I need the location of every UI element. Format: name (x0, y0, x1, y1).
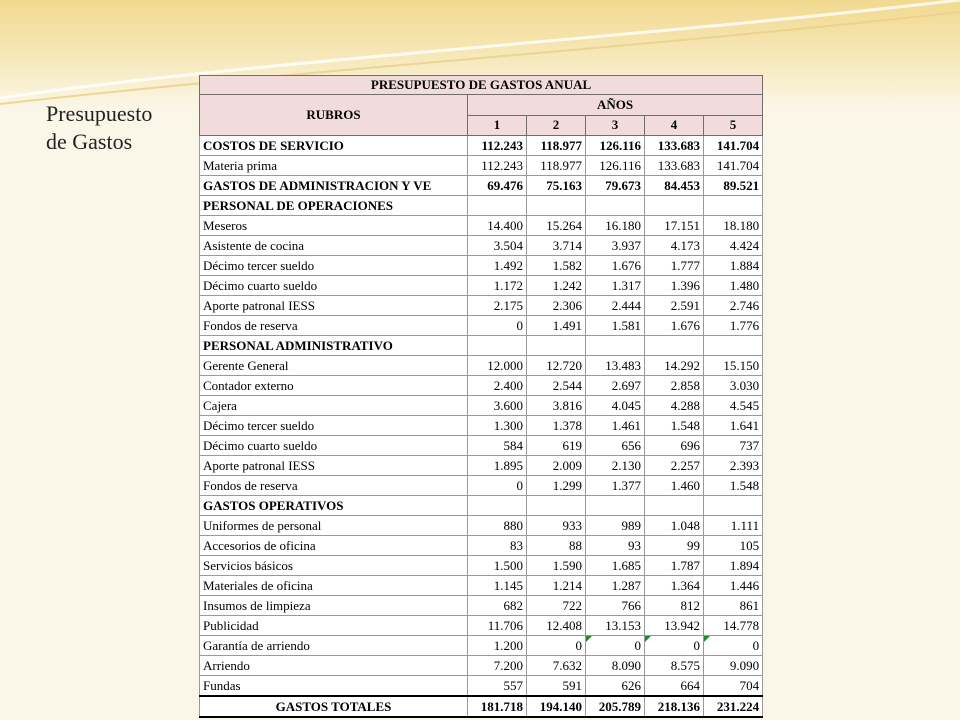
row-value-year-5: 89.521 (704, 176, 763, 196)
row-value-year-5: 141.704 (704, 136, 763, 156)
row-value-year-2: 0 (527, 636, 586, 656)
table-row (200, 196, 763, 216)
row-value-year-2: 7.632 (527, 656, 586, 676)
row-value-year-4: 1.048 (645, 516, 704, 536)
table-row (200, 376, 763, 396)
row-value-year-4: 2.591 (645, 296, 704, 316)
row-value-year-1: 112.243 (468, 156, 527, 176)
year-header-3: 3 (586, 115, 645, 136)
row-value-year-5: 2.746 (704, 296, 763, 316)
table-row (200, 176, 763, 196)
table-row (200, 256, 763, 276)
row-value-year-4: 664 (645, 676, 704, 697)
row-value-year-2: 1.299 (527, 476, 586, 496)
year-header-2: 2 (527, 115, 586, 136)
year-header-4: 4 (645, 115, 704, 136)
row-value-year-5: 4.545 (704, 396, 763, 416)
row-label: Fondos de reserva (200, 316, 468, 336)
row-value-year-4 (645, 336, 704, 356)
row-value-year-5: 1.111 (704, 516, 763, 536)
row-value-year-1: 2.175 (468, 296, 527, 316)
row-value-year-2: 1.590 (527, 556, 586, 576)
row-value-year-3 (586, 496, 645, 516)
row-value-year-4: 1.548 (645, 416, 704, 436)
table-row (200, 436, 763, 456)
table-row (200, 236, 763, 256)
table-row (200, 156, 763, 176)
row-value-year-4: 8.575 (645, 656, 704, 676)
row-value-year-1: 2.400 (468, 376, 527, 396)
row-value-year-1: 3.600 (468, 396, 527, 416)
row-value-year-1: 83 (468, 536, 527, 556)
table-row (200, 216, 763, 236)
row-value-year-3: 0 (586, 636, 645, 656)
row-value-year-3: 13.483 (586, 356, 645, 376)
row-label: Décimo cuarto sueldo (200, 436, 468, 456)
cell-warning-flag-icon (645, 636, 651, 642)
cell-warning-flag-icon (586, 636, 592, 642)
row-value-year-3: 13.153 (586, 616, 645, 636)
row-value-year-1: 1.145 (468, 576, 527, 596)
row-value-year-2: 722 (527, 596, 586, 616)
table-row (200, 396, 763, 416)
row-value-year-1: 69.476 (468, 176, 527, 196)
row-value-year-5: 737 (704, 436, 763, 456)
row-value-year-4: 13.942 (645, 616, 704, 636)
row-value-year-1: 1.500 (468, 556, 527, 576)
row-value-year-4: 812 (645, 596, 704, 616)
row-value-year-3: 989 (586, 516, 645, 536)
row-value-year-5: 1.641 (704, 416, 763, 436)
row-value-year-3: 626 (586, 676, 645, 697)
row-value-year-1: 14.400 (468, 216, 527, 236)
row-value-year-5: 1.776 (704, 316, 763, 336)
row-value-year-2: 118.977 (527, 136, 586, 156)
total-value-year-1: 181.718 (468, 696, 527, 717)
row-value-year-4: 1.364 (645, 576, 704, 596)
table-title-row (200, 76, 763, 95)
year-header-1: 1 (468, 115, 527, 136)
row-value-year-3: 1.581 (586, 316, 645, 336)
table-row (200, 336, 763, 356)
table-row (200, 296, 763, 316)
row-label: GASTOS OPERATIVOS (200, 496, 468, 516)
slide-title-line-1: Presupuesto (46, 101, 153, 126)
row-label: Contador externo (200, 376, 468, 396)
row-label: PERSONAL DE OPERACIONES (200, 196, 468, 216)
table-row (200, 556, 763, 576)
row-value-year-4: 1.787 (645, 556, 704, 576)
table-title: PRESUPUESTO DE GASTOS ANUAL (200, 76, 763, 95)
row-value-year-3: 1.461 (586, 416, 645, 436)
cell-warning-flag-icon (704, 636, 710, 642)
row-value-year-3: 1.685 (586, 556, 645, 576)
row-value-year-2: 619 (527, 436, 586, 456)
total-row (200, 696, 763, 717)
row-value-year-4: 133.683 (645, 156, 704, 176)
row-value-year-5: 14.778 (704, 616, 763, 636)
rubros-header: RUBROS (200, 95, 468, 136)
row-value-year-4: 17.151 (645, 216, 704, 236)
row-value-year-4: 1.396 (645, 276, 704, 296)
row-value-year-5: 704 (704, 676, 763, 697)
table-row (200, 596, 763, 616)
row-value-year-1: 1.172 (468, 276, 527, 296)
budget-table (199, 75, 763, 718)
row-value-year-5: 105 (704, 536, 763, 556)
table-row (200, 476, 763, 496)
row-value-year-5: 3.030 (704, 376, 763, 396)
row-label: Materia prima (200, 156, 468, 176)
row-value-year-1: 11.706 (468, 616, 527, 636)
row-label: Gerente General (200, 356, 468, 376)
row-value-year-2: 88 (527, 536, 586, 556)
row-value-year-5 (704, 336, 763, 356)
row-label: COSTOS DE SERVICIO (200, 136, 468, 156)
total-value-year-2: 194.140 (527, 696, 586, 717)
row-label: Décimo cuarto sueldo (200, 276, 468, 296)
row-value-year-1 (468, 496, 527, 516)
table-row (200, 316, 763, 336)
row-value-year-3 (586, 196, 645, 216)
table-row (200, 516, 763, 536)
slide-title-line-2: de Gastos (46, 129, 133, 154)
row-value-year-1: 557 (468, 676, 527, 697)
row-value-year-1: 3.504 (468, 236, 527, 256)
table-row (200, 356, 763, 376)
row-value-year-4: 4.173 (645, 236, 704, 256)
row-value-year-2: 2.009 (527, 456, 586, 476)
row-value-year-4: 1.676 (645, 316, 704, 336)
row-value-year-3: 656 (586, 436, 645, 456)
row-value-year-1: 1.300 (468, 416, 527, 436)
row-value-year-3: 766 (586, 596, 645, 616)
row-label: Insumos de limpieza (200, 596, 468, 616)
row-value-year-4 (645, 496, 704, 516)
row-value-year-5: 1.884 (704, 256, 763, 276)
row-value-year-5: 0 (704, 636, 763, 656)
row-value-year-2: 12.720 (527, 356, 586, 376)
row-value-year-1 (468, 336, 527, 356)
row-value-year-4: 0 (645, 636, 704, 656)
row-value-year-2: 75.163 (527, 176, 586, 196)
row-value-year-1: 0 (468, 316, 527, 336)
row-value-year-2 (527, 496, 586, 516)
table-header-row (200, 95, 763, 116)
table-row (200, 276, 763, 296)
table-row (200, 136, 763, 156)
table-row (200, 576, 763, 596)
row-value-year-2: 1.491 (527, 316, 586, 336)
row-value-year-5: 1.446 (704, 576, 763, 596)
total-value-year-4: 218.136 (645, 696, 704, 717)
row-label: Fondos de reserva (200, 476, 468, 496)
row-value-year-4: 1.460 (645, 476, 704, 496)
row-value-year-5: 15.150 (704, 356, 763, 376)
row-label: Arriendo (200, 656, 468, 676)
row-value-year-2: 1.378 (527, 416, 586, 436)
slide-title (46, 100, 196, 156)
row-value-year-2: 118.977 (527, 156, 586, 176)
row-value-year-1: 12.000 (468, 356, 527, 376)
row-value-year-2: 1.214 (527, 576, 586, 596)
row-value-year-4: 1.777 (645, 256, 704, 276)
row-value-year-3: 1.317 (586, 276, 645, 296)
row-label: Aporte patronal IESS (200, 456, 468, 476)
row-value-year-4: 133.683 (645, 136, 704, 156)
row-value-year-2: 2.306 (527, 296, 586, 316)
row-value-year-2: 3.714 (527, 236, 586, 256)
row-value-year-4: 14.292 (645, 356, 704, 376)
row-label: Meseros (200, 216, 468, 236)
row-value-year-5: 2.393 (704, 456, 763, 476)
row-value-year-3 (586, 336, 645, 356)
row-value-year-1: 880 (468, 516, 527, 536)
row-value-year-5: 1.894 (704, 556, 763, 576)
total-value-year-5: 231.224 (704, 696, 763, 717)
row-value-year-1: 584 (468, 436, 527, 456)
row-value-year-3: 2.130 (586, 456, 645, 476)
row-value-year-1: 1.200 (468, 636, 527, 656)
row-value-year-3: 1.377 (586, 476, 645, 496)
table-row (200, 656, 763, 676)
table-body (200, 136, 763, 718)
table-row (200, 636, 763, 656)
row-label: Garantía de arriendo (200, 636, 468, 656)
table-row (200, 616, 763, 636)
row-value-year-3: 8.090 (586, 656, 645, 676)
table-row (200, 536, 763, 556)
row-value-year-2: 12.408 (527, 616, 586, 636)
table-row (200, 456, 763, 476)
row-value-year-1: 0 (468, 476, 527, 496)
row-value-year-1: 112.243 (468, 136, 527, 156)
row-value-year-2 (527, 196, 586, 216)
row-label: GASTOS DE ADMINISTRACION Y VE (200, 176, 468, 196)
row-value-year-3: 2.697 (586, 376, 645, 396)
row-value-year-5: 4.424 (704, 236, 763, 256)
row-label: Décimo tercer sueldo (200, 256, 468, 276)
budget-sheet (199, 75, 763, 718)
row-value-year-5: 9.090 (704, 656, 763, 676)
row-value-year-3: 126.116 (586, 136, 645, 156)
row-value-year-5 (704, 196, 763, 216)
row-value-year-3: 1.676 (586, 256, 645, 276)
row-value-year-2: 15.264 (527, 216, 586, 236)
year-header-5: 5 (704, 115, 763, 136)
row-value-year-4: 84.453 (645, 176, 704, 196)
row-label: Materiales de oficina (200, 576, 468, 596)
row-value-year-1: 682 (468, 596, 527, 616)
row-value-year-2: 933 (527, 516, 586, 536)
row-value-year-2: 2.544 (527, 376, 586, 396)
row-value-year-2: 1.582 (527, 256, 586, 276)
row-value-year-5 (704, 496, 763, 516)
row-value-year-2: 1.242 (527, 276, 586, 296)
row-value-year-3: 126.116 (586, 156, 645, 176)
row-label: Uniformes de personal (200, 516, 468, 536)
row-value-year-1: 1.492 (468, 256, 527, 276)
row-value-year-5: 141.704 (704, 156, 763, 176)
row-label: Cajera (200, 396, 468, 416)
row-value-year-4: 696 (645, 436, 704, 456)
row-value-year-3: 1.287 (586, 576, 645, 596)
row-value-year-2: 3.816 (527, 396, 586, 416)
row-value-year-4 (645, 196, 704, 216)
row-label: Aporte patronal IESS (200, 296, 468, 316)
row-label: Décimo tercer sueldo (200, 416, 468, 436)
total-label: GASTOS TOTALES (200, 696, 468, 717)
row-label: Publicidad (200, 616, 468, 636)
total-value-year-3: 205.789 (586, 696, 645, 717)
table-row (200, 676, 763, 697)
row-value-year-1: 7.200 (468, 656, 527, 676)
row-label: Fundas (200, 676, 468, 697)
row-value-year-5: 861 (704, 596, 763, 616)
row-value-year-4: 4.288 (645, 396, 704, 416)
row-value-year-4: 99 (645, 536, 704, 556)
row-value-year-4: 2.858 (645, 376, 704, 396)
row-value-year-3: 79.673 (586, 176, 645, 196)
row-value-year-1: 1.895 (468, 456, 527, 476)
row-label: PERSONAL ADMINISTRATIVO (200, 336, 468, 356)
row-value-year-5: 1.548 (704, 476, 763, 496)
row-label: Accesorios de oficina (200, 536, 468, 556)
row-value-year-3: 16.180 (586, 216, 645, 236)
years-header: AÑOS (468, 95, 763, 116)
row-value-year-2: 591 (527, 676, 586, 697)
row-value-year-5: 18.180 (704, 216, 763, 236)
row-value-year-3: 3.937 (586, 236, 645, 256)
table-row (200, 416, 763, 436)
row-value-year-2 (527, 336, 586, 356)
row-label: Servicios básicos (200, 556, 468, 576)
row-value-year-3: 2.444 (586, 296, 645, 316)
row-value-year-3: 93 (586, 536, 645, 556)
table-row (200, 496, 763, 516)
row-value-year-4: 2.257 (645, 456, 704, 476)
row-value-year-3: 4.045 (586, 396, 645, 416)
row-label: Asistente de cocina (200, 236, 468, 256)
row-value-year-1 (468, 196, 527, 216)
row-value-year-5: 1.480 (704, 276, 763, 296)
